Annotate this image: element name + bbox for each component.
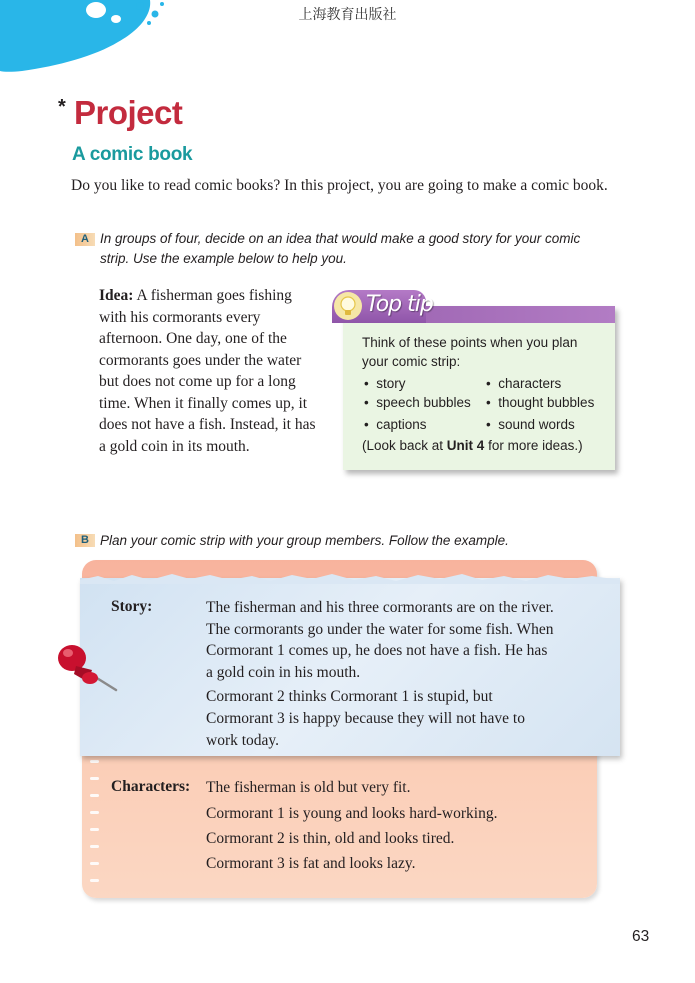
character-line: Cormorant 3 is fat and looks lazy.	[206, 855, 416, 872]
intro-paragraph: Do you like to read comic books? In this project, you are going to make a comic book.	[71, 177, 608, 194]
top-tip-intro-line2: your comic strip:	[362, 354, 461, 369]
top-tip-bullet-sound-words: • sound words	[486, 417, 575, 432]
story-line: Cormorant 1 comes up, he does not have a fish. He has	[206, 642, 548, 659]
story-line: The fisherman and his three cormorants are on the river.	[206, 599, 554, 616]
top-tip-bullet-speech-bubbles: • speech bubbles	[364, 395, 471, 410]
top-tip-bullet-characters: • characters	[486, 376, 562, 391]
task-a-instruction-line1: In groups of four, decide on an idea that would make a good story for your comic	[100, 231, 581, 246]
story-label: Story:	[111, 598, 153, 615]
publisher-name: 上海教育出版社	[298, 7, 397, 23]
torn-edge-decoration	[80, 570, 620, 584]
lightbulb-icon	[333, 291, 363, 321]
idea-paragraph	[99, 285, 321, 457]
top-tip-bullet-thought-bubbles: • thought bubbles	[486, 395, 595, 410]
idea-text: A fisherman goes fishing with his cormorants every afternoon. One day, one of the cormorants goes under the water but does not come up for a long time. When it finally comes up, it does not have a fish. Instead, it has a gold coin in its mouth.	[99, 287, 316, 455]
story-line: Cormorant 2 thinks Cormorant 1 is stupid, but	[206, 688, 493, 705]
idea-label: Idea:	[99, 287, 134, 304]
binding-holes-decoration	[88, 760, 102, 885]
story-line: Cormorant 3 is happy because they will not have to	[206, 710, 525, 727]
character-line: The fisherman is old but very fit.	[206, 779, 411, 796]
top-tip-intro-line1: Think of these points when you plan	[362, 335, 578, 350]
character-line: Cormorant 1 is young and looks hard-working.	[206, 805, 498, 822]
top-tip-bullet-story: • story	[364, 376, 406, 391]
task-a-badge: A	[75, 233, 95, 246]
character-line: Cormorant 2 is thin, old and looks tired.	[206, 830, 455, 847]
task-a-instruction-line2: strip. Use the example below to help you.	[100, 251, 347, 266]
page-title: Project	[74, 94, 183, 131]
task-b-instruction: Plan your comic strip with your group members. Follow the example.	[100, 533, 509, 548]
task-b-badge: B	[75, 534, 95, 547]
page-number: 63	[632, 928, 650, 945]
story-line: a gold coin in his mouth.	[206, 664, 361, 681]
top-tip-bullet-captions: • captions	[364, 417, 427, 432]
section-asterisk: *	[58, 96, 66, 118]
top-tip-footer: (Look back at Unit 4 for more ideas.)	[362, 438, 583, 453]
story-line: work today.	[206, 732, 280, 749]
top-tip-title: Top tip	[366, 292, 433, 317]
story-line: The cormorants go under the water for some fish. When	[206, 621, 554, 638]
push-pin-icon	[54, 640, 120, 696]
page-subtitle: A comic book	[72, 144, 193, 165]
characters-label: Characters:	[111, 778, 191, 795]
